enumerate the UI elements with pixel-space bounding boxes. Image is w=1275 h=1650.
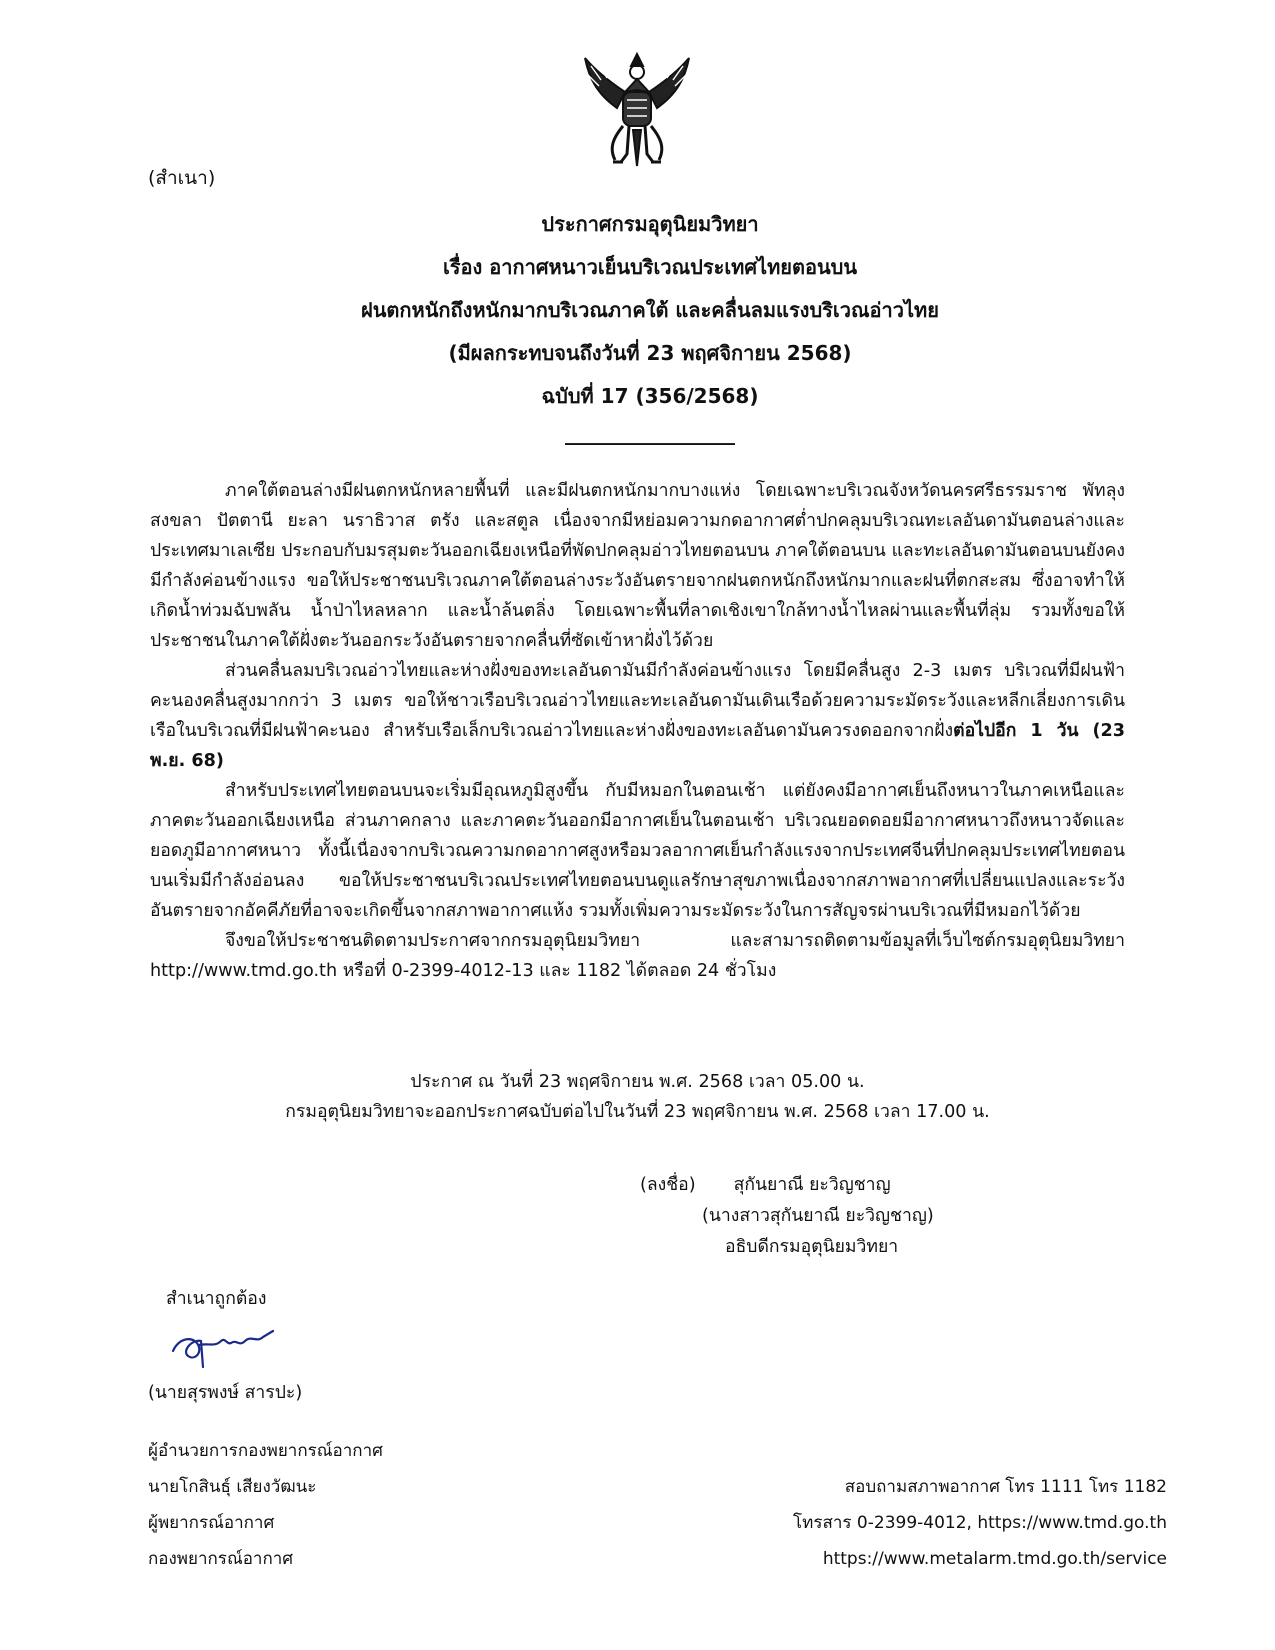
footer-left: [148, 1433, 383, 1577]
signer-full-name: (นางสาวสุกันยาณี ยะวิญชาญ): [702, 1206, 934, 1226]
announcement-date: ประกาศ ณ วันที่ 23 พฤศจิกายน พ.ศ. 2568 เวลา 05.00 น.: [410, 1072, 865, 1092]
footer-right-line-3: https://www.metalarm.tmd.go.th/service: [822, 1549, 1167, 1569]
paragraph-1: ภาคใต้ตอนล่างมีฝนตกหนักหลายพื้นที่ และมีฝนตกหนักมากบางแห่ง โดยเฉพาะบริเวณจังหวัดนครศรีธรรมราช พัทลุง สงขลา ปัตตานี ยะลา นราธิวาส ตรัง และสตูล เนื่องจากมีหย่อมความกดอากาศต่ำปกคลุมบริเวณทะเลอันดามันตอนล่างและประเทศมาเลเซีย ประกอบกับมรสุมตะวันออกเฉียงเหนือที่พัดปกคลุมอ่าวไทยตอนบน ภาคใต้ตอนบน และทะเลอันดามันตอนบนยังคงมีกำลังค่อนข้างแรง ขอให้ประชาชนบริเวณภาคใต้ตอนล่างระวังอันตรายจากฝนตกหนักถึงหนักมากและฝนที่ตกสะสม ซึ่งอาจทำให้เกิดน้ำท่วมฉับพลัน น้ำป่าไหลหลาก และน้ำล้นตลิ่ง โดยเฉพาะพื้นที่ลาดเชิงเขาใกล้ทางน้ำไหลผ่านและพื้นที่ลุ่ม รวมทั้งขอให้ประชาชนในภาคใต้ฝั่งตะวันออกระวังอันตรายจากคลื่นที่ซัดเข้าหาฝั่งไว้ด้วย: [150, 481, 1125, 651]
announcement: [150, 1067, 1125, 1127]
signer-name: สุกันยาณี ยะวิญชาญ: [733, 1175, 891, 1195]
certified-copy-label: สำเนาถูกต้อง: [166, 1289, 267, 1309]
paragraph-4: จึงขอให้ประชาชนติดตามประกาศจากกรมอุตุนิยมวิทยา และสามารถติดตามข้อมูลที่เว็บไซต์กรมอุตุนิยมวิทยา http://www.tmd.go.th หรือที่ 0-2399-4012-13 และ 1182 ได้ตลอด 24 ชั่วโมง: [150, 931, 1125, 981]
footer-left-line-1: ผู้อำนวยการกองพยากรณ์อากาศ: [148, 1441, 383, 1461]
title-line-4: (มีผลกระทบจนถึงวันที่ 23 พฤศจิกายน 2568): [448, 341, 852, 365]
garuda-emblem: [577, 50, 697, 168]
paragraph-3: สำหรับประเทศไทยตอนบนจะเริ่มมีอุณหภูมิสูงขึ้น กับมีหมอกในตอนเช้า แต่ยังคงมีอากาศเย็นถึงหนาวในภาคเหนือและภาคตะวันออกเฉียงเหนือ ส่วนภาคกลาง และภาคตะวันออกมีอากาศเย็นในตอนเช้า บริเวณยอดดอยมีอากาศหนาวถึงหนาวจัดและยอดภูมีอากาศหนาว ทั้งนี้เนื่องจากบริเวณความกดอากาศสูงหรือมวลอากาศเย็นกำลังแรงจากประเทศจีนที่ปกคลุมประเทศไทยตอนบนเริ่มมีกำลังอ่อนลง ขอให้ประชาชนบริเวณประเทศไทยตอนบนดูแลรักษาสุขภาพเนื่องจากสภาพอากาศที่เปลี่ยนแปลงและระวังอันตรายจากอัคคีภัยที่อาจจะเกิดขึ้นจากสภาพอากาศแห้ง รวมทั้งเพิ่มความระมัดระวังในการสัญจรผ่านบริเวณที่มีหมอกไว้ด้วย: [150, 781, 1125, 921]
footer-left-line-2: นายโกสินธุ์ เสียงวัฒนะ: [148, 1477, 317, 1497]
title-rule: _________________: [565, 421, 735, 445]
signature-row: [640, 1170, 934, 1201]
footer-right: [793, 1469, 1167, 1577]
paragraph-2: [150, 656, 1125, 776]
next-announcement: กรมอุตุนิยมวิทยาจะออกประกาศฉบับต่อไปในวันที่ 23 พฤศจิกายน พ.ศ. 2568 เวลา 17.00 น.: [285, 1102, 990, 1122]
title-line-1: ประกาศกรมอุตุนิยมวิทยา: [541, 212, 759, 236]
certifier-name: (นายสุรพงษ์ สารปะ): [148, 1383, 303, 1403]
title-line-3: ฝนตกหนักถึงหนักมากบริเวณภาคใต้ และคลื่นลมแรงบริเวณอ่าวไทย: [361, 298, 939, 322]
title-line-5: ฉบับที่ 17 (356/2568): [541, 384, 759, 408]
footer-left-line-3: ผู้พยากรณ์อากาศ: [148, 1513, 275, 1533]
signer-position: อธิบดีกรมอุตุนิยมวิทยา: [725, 1237, 899, 1257]
paragraph-2-text: ส่วนคลื่นลมบริเวณอ่าวไทยและห่างฝั่งของทะเลอันดามันมีกำลังค่อนข้างแรง โดยมีคลื่นสูง 2-3 เมตร บริเวณที่มีฝนฟ้าคะนองคลื่นสูงมากกว่า 3 เมตร ขอให้ชาวเรือบริเวณอ่าวไทยและทะเลอันดามันเดินเรือด้วยความระมัดระวังและหลีกเลี่ยงการเดินเรือในบริเวณที่มีฝนฟ้าคะนอง สำหรับเรือเล็กบริเวณอ่าวไทยและห่างฝั่งของทะเลอันดามันควรงดออกจากฝั่ง: [150, 661, 1125, 741]
footer-right-line-2: โทรสาร 0-2399-4012, https://www.tmd.go.th: [793, 1513, 1167, 1533]
body-text: [150, 476, 1125, 986]
signature-block: [640, 1170, 934, 1263]
signature-label: (ลงชื่อ): [640, 1175, 696, 1195]
document-title: [150, 203, 1150, 448]
copy-label: (สำเนา): [148, 167, 216, 189]
footer-right-line-1: สอบถามสภาพอากาศ โทร 1111 โทร 1182: [844, 1477, 1167, 1497]
footer-left-line-4: กองพยากรณ์อากาศ: [148, 1549, 294, 1569]
handwritten-signature: [165, 1317, 280, 1372]
title-line-2: เรื่อง อากาศหนาวเย็นบริเวณประเทศไทยตอนบน: [442, 255, 858, 279]
paragraph-2-bold: ต่อไปอีก 1 วัน (23 พ.ย. 68): [150, 721, 1125, 771]
